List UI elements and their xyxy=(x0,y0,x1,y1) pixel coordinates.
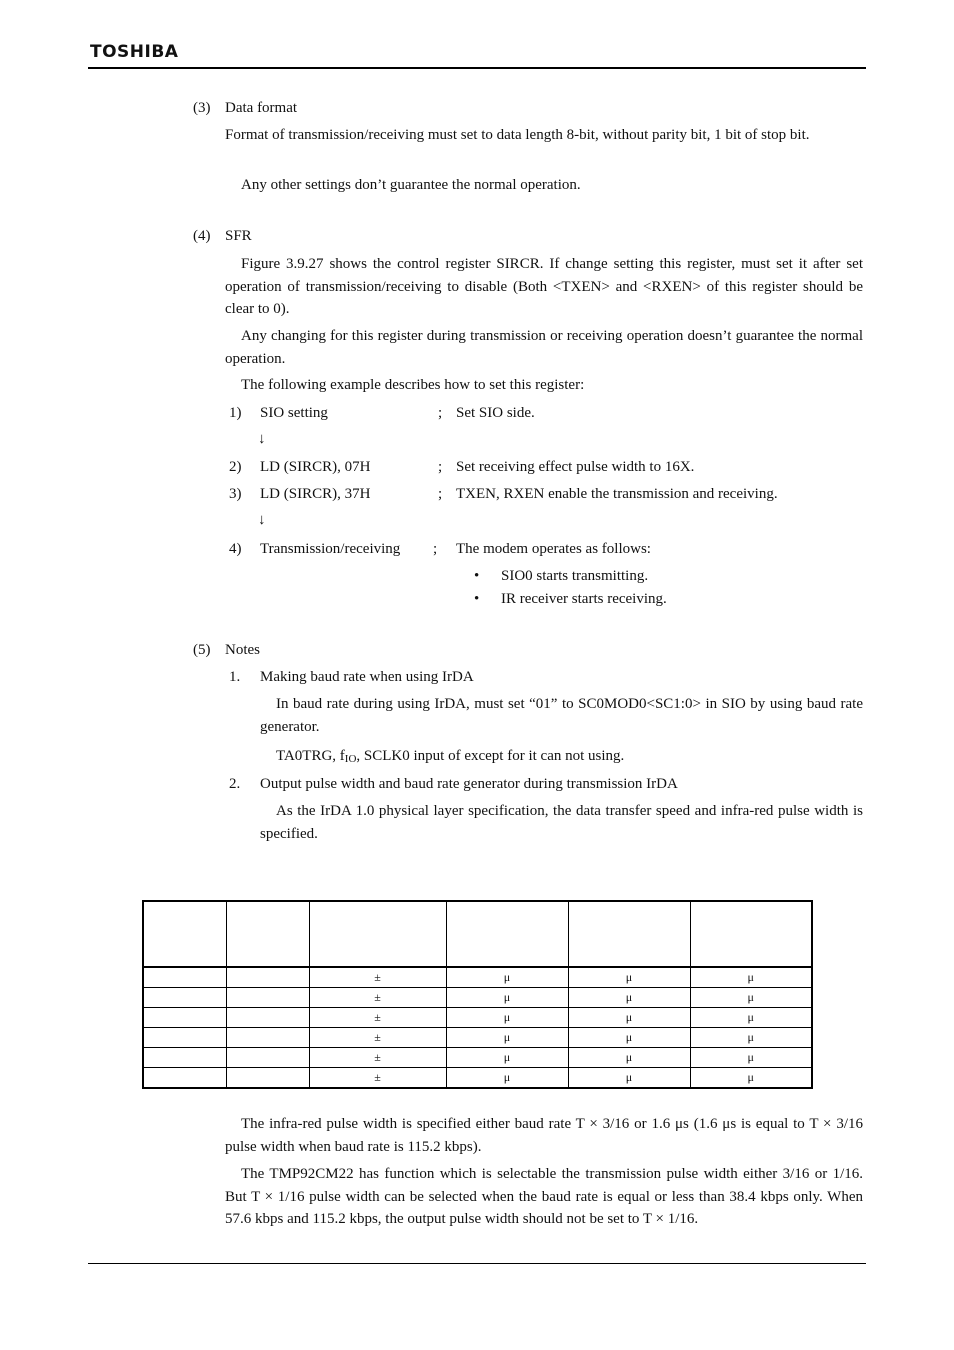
table-cell: μ xyxy=(568,1068,690,1089)
section-3-paragraph-1: Format of transmission/receiving must set to data length 8-bit, without parity bit, 1 bit of stop bit. xyxy=(225,127,810,143)
step-instruction: Transmission/receiving xyxy=(260,541,401,557)
table-header-cell xyxy=(690,901,812,967)
step-comment: Set receiving effect pulse width to 16X. xyxy=(456,459,695,475)
table-cell xyxy=(143,988,226,1008)
table-cell: ± xyxy=(309,1048,446,1068)
table-cell: μ xyxy=(690,1008,812,1028)
table-cell: μ xyxy=(568,1048,690,1068)
table-cell xyxy=(143,1028,226,1048)
section-3-number: (3) xyxy=(193,100,211,116)
step-separator: ; xyxy=(438,459,443,475)
table-cell xyxy=(143,1048,226,1068)
table-cell: μ xyxy=(568,1008,690,1028)
step-comment: Set SIO side. xyxy=(456,405,535,421)
table-cell: ± xyxy=(309,1008,446,1028)
table-header-cell xyxy=(143,901,226,967)
table-cell xyxy=(226,1008,309,1028)
step-comment: TXEN, RXEN enable the transmission and receiving. xyxy=(456,486,778,502)
table-header-cell xyxy=(226,901,309,967)
table-header-cell xyxy=(568,901,690,967)
closing-paragraph-1: The infra-red pulse width is specified either baud rate T × 3/16 or 1.6 μs (1.6 μs is equal to T × 3/16 pulse width when baud rate is 115.2 kbps). xyxy=(225,1116,863,1155)
note-number: 2. xyxy=(229,776,241,792)
note-2-paragraph-1: As the IrDA 1.0 physical layer specification, the data transfer speed and infra-red pulse width is specified. xyxy=(260,803,863,842)
table-cell: μ xyxy=(690,1068,812,1089)
table-cell xyxy=(226,1028,309,1048)
table-row xyxy=(143,1028,812,1048)
table-row xyxy=(143,1008,812,1028)
footer-rule xyxy=(88,1263,866,1264)
section-4-paragraph-1: Figure 3.9.27 shows the control register SIRCR. If change setting this register, must set it after set operation of transmission/receiving to disable (Both <TXEN> and <RXEN> of this register should be clear to 0). xyxy=(225,256,863,317)
note-1-paragraph-2: TA0TRG, $f_{IO}$, SCLK0 input of except for it can not using. xyxy=(276,748,625,765)
step-number: 3) xyxy=(229,486,242,502)
step-comment: The modem operates as follows: xyxy=(456,541,651,557)
table-cell: ± xyxy=(309,988,446,1008)
table-cell: μ xyxy=(690,967,812,988)
table-row xyxy=(143,1068,812,1089)
section-4-paragraph-2: Any changing for this register during transmission or receiving operation doesn’t guarantee the normal operation. xyxy=(225,328,863,367)
down-arrow-icon: ↓ xyxy=(258,431,266,447)
table-cell: μ xyxy=(446,1028,568,1048)
section-5-title: Notes xyxy=(225,642,260,658)
section-4-number: (4) xyxy=(193,228,211,244)
section-3-paragraph-2: Any other settings don’t guarantee the normal operation. xyxy=(241,177,581,193)
table-cell: μ xyxy=(690,988,812,1008)
table-row xyxy=(143,988,812,1008)
step-instruction: SIO setting xyxy=(260,405,328,421)
table-cell xyxy=(143,1068,226,1089)
table-header-cell xyxy=(446,901,568,967)
step-separator: ; xyxy=(438,486,443,502)
header-rule xyxy=(88,67,866,69)
table-header-row xyxy=(143,901,812,967)
table-cell: μ xyxy=(690,1028,812,1048)
step-separator: ; xyxy=(433,541,438,557)
note-title: Making baud rate when using IrDA xyxy=(260,669,474,685)
table-header-cell xyxy=(309,901,446,967)
table-cell: ± xyxy=(309,1068,446,1089)
table-row xyxy=(143,1048,812,1068)
section-4-paragraph-3: The following example describes how to set this register: xyxy=(241,377,585,393)
table-cell: μ xyxy=(446,1048,568,1068)
table-cell: μ xyxy=(568,967,690,988)
step-instruction: LD (SIRCR), 07H xyxy=(260,459,371,475)
table-cell: ± xyxy=(309,967,446,988)
step-instruction: LD (SIRCR), 37H xyxy=(260,486,371,502)
table-row xyxy=(143,967,812,988)
down-arrow-icon: ↓ xyxy=(258,512,266,528)
note-number: 1. xyxy=(229,669,241,685)
section-5-number: (5) xyxy=(193,642,211,658)
table-cell: μ xyxy=(446,1068,568,1089)
table-cell: μ xyxy=(568,988,690,1008)
table-cell: μ xyxy=(568,1028,690,1048)
table-cell xyxy=(143,1008,226,1028)
section-4-title: SFR xyxy=(225,228,252,244)
note-title: Output pulse width and baud rate generator during transmission IrDA xyxy=(260,776,678,792)
table-cell: μ xyxy=(446,1008,568,1028)
toshiba-logo: TOSHIBA xyxy=(90,42,179,62)
section-3-title: Data format xyxy=(225,100,298,116)
table-cell: μ xyxy=(690,1048,812,1068)
closing-paragraph-2: The TMP92CM22 has function which is selectable the transmission pulse width either 3/16 or 1/16. But T × 1/16 pulse width can be selected when the baud rate is equal or less than 38.4 kbps only. When 57.6 kbps and 115.2 kbps, the output pulse width should not be set to T × 1/16. xyxy=(225,1166,863,1227)
step-number: 2) xyxy=(229,459,242,475)
table-cell xyxy=(226,967,309,988)
bullet-item: • SIO0 starts transmitting. xyxy=(501,565,648,587)
table-cell: ± xyxy=(309,1028,446,1048)
step-number: 4) xyxy=(229,541,242,557)
table-cell: μ xyxy=(446,967,568,988)
step-number: 1) xyxy=(229,405,242,421)
step-separator: ; xyxy=(438,405,443,421)
table-cell xyxy=(143,967,226,988)
table-cell: μ xyxy=(446,988,568,1008)
table-cell xyxy=(226,1048,309,1068)
note-1-paragraph-1: In baud rate during using IrDA, must set “01” to SC0MOD0<SC1:0> in SIO by using baud rate generator. xyxy=(260,696,863,735)
table-cell xyxy=(226,1068,309,1089)
table-cell xyxy=(226,988,309,1008)
irda-spec-table xyxy=(142,900,813,1089)
bullet-item: • IR receiver starts receiving. xyxy=(501,588,667,610)
